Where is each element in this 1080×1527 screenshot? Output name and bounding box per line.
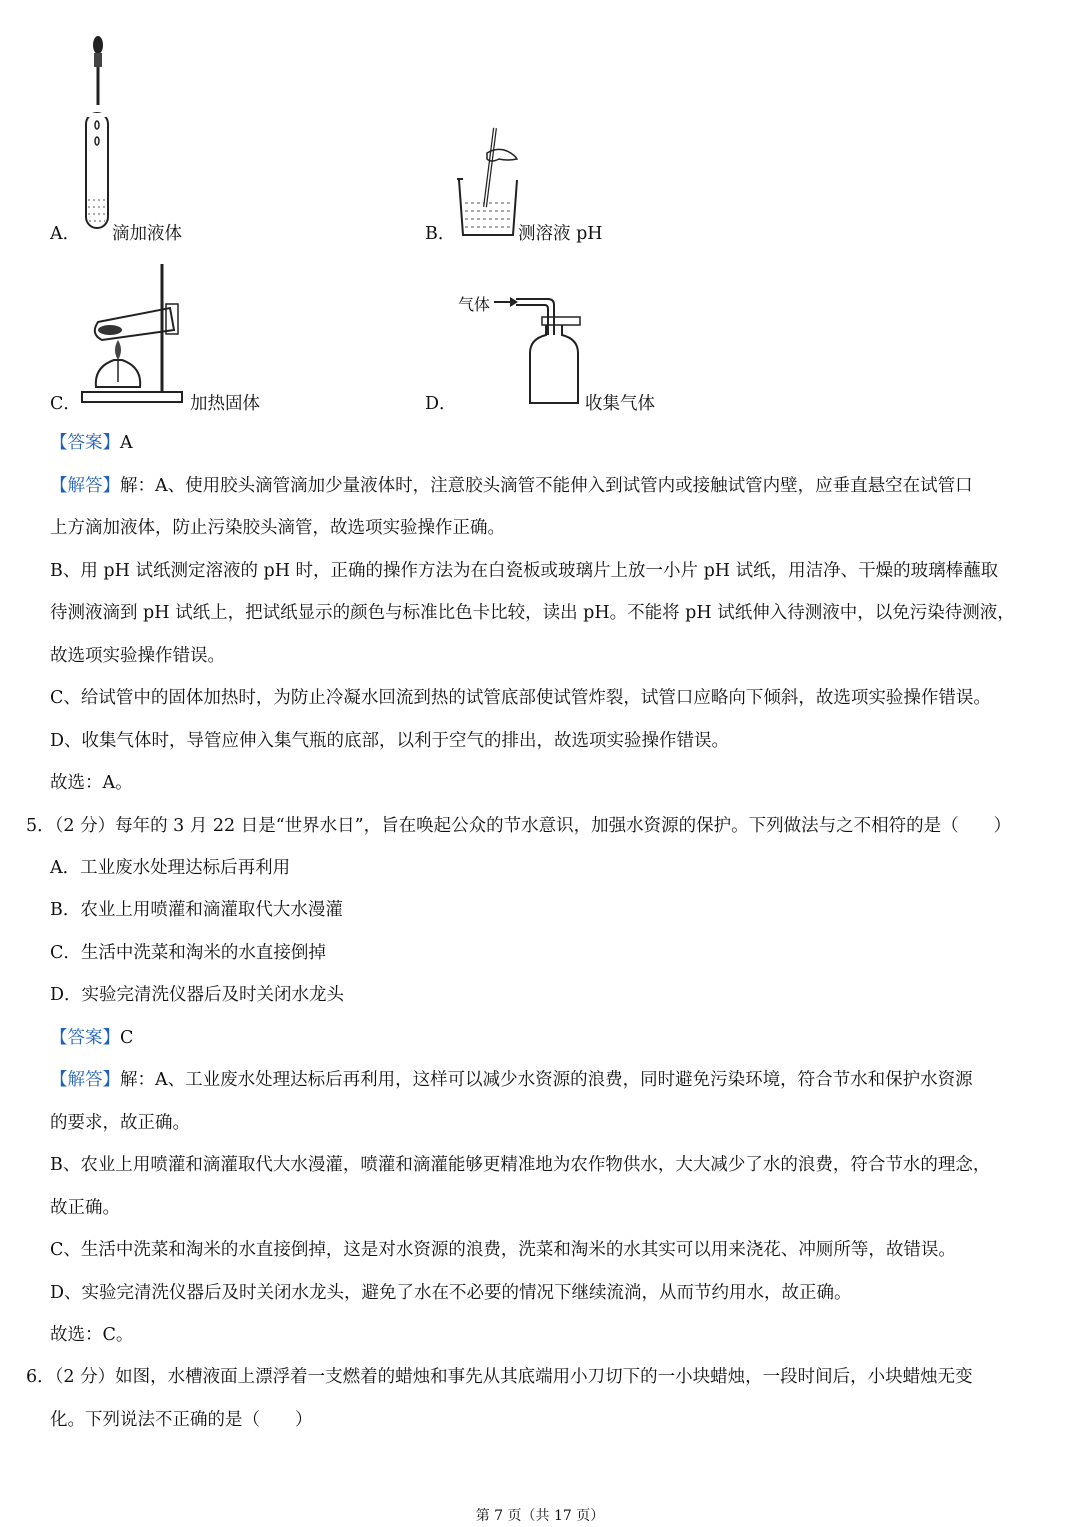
answer-value: A	[120, 433, 133, 453]
option-c-letter: C．	[50, 394, 81, 414]
heating-solid-apparatus-icon	[80, 262, 190, 407]
q5-option: D．实验完清洗仪器后及时关闭水龙头	[50, 985, 345, 1005]
q5-analysis-line: 故选：C。	[50, 1325, 134, 1345]
q5-analysis-line: D、实验完清洗仪器后及时关闭水龙头，避免了水在不必要的情况下继续流淌，从而节约用水，故正确。	[50, 1283, 852, 1303]
q4-analysis-line: 故选项实验操作错误。	[50, 646, 225, 666]
q6-stem: 化。下列说法不正确的是（ ）	[50, 1410, 313, 1430]
option-b-caption: 测溶液 pH	[518, 224, 603, 244]
analysis-tag: 【解答】	[50, 476, 120, 496]
q4-analysis-line: 上方滴加液体，防止污染胶头滴管，故选项实验操作正确。	[50, 518, 505, 538]
option-a-caption: 滴加液体	[112, 224, 182, 244]
gas-label: 气体	[458, 295, 491, 314]
answer-tag: 【答案】	[50, 433, 120, 453]
beaker-ph-test-icon	[455, 125, 525, 240]
q5-answer	[50, 1028, 133, 1048]
q6-stem: 6．（2 分）如图，水槽液面上漂浮着一支燃着的蜡烛和事先从其底端用小刀切下的一小块蜡烛，一段时间后，小块蜡烛无变	[26, 1367, 973, 1387]
q5-option: B．农业上用喷灌和滴灌取代大水漫灌	[50, 900, 343, 920]
q5-analysis-line: 故正确。	[50, 1198, 120, 1218]
answer-tag: 【答案】	[50, 1028, 120, 1048]
option-b-letter: B．	[425, 224, 456, 244]
q4-analysis-line: 故选：A。	[50, 773, 133, 793]
q4-analysis-line: 待测液滴到 pH 试纸上，把试纸显示的颜色与标准比色卡比较，读出 pH。不能将 pH 试纸伸入待测液中，以免污染待测液，	[50, 603, 1015, 623]
analysis-tag: 【解答】	[50, 1070, 120, 1090]
q5-analysis-line: C、生活中洗菜和淘米的水直接倒掉，这是对水资源的浪费，洗菜和淘米的水其实可以用来浇花、冲厕所等，故错误。	[50, 1240, 956, 1260]
q4-analysis-line: C、给试管中的固体加热时，为防止冷凝水回流到热的试管底部使试管炸裂，试管口应略向下倾斜，故选项实验操作错误。	[50, 688, 991, 708]
q5-analysis-line: B、农业上用喷灌和滴灌取代大水漫灌，喷灌和滴灌能够更精准地为农作物供水，大大减少了水的浪费，符合节水的理念，	[50, 1155, 991, 1175]
q5-option: A．工业废水处理达标后再利用	[50, 858, 291, 878]
q4-analysis-line: D、收集气体时，导管应伸入集气瓶的底部，以利于空气的排出，故选项实验操作错误。	[50, 731, 730, 751]
q5-option: C．生活中洗菜和淘米的水直接倒掉	[50, 943, 326, 963]
q5-analysis-line: 的要求，故正确。	[50, 1113, 190, 1133]
q5-stem: 5．（2 分）每年的 3 月 22 日是“世界水日”，旨在唤起公众的节水意识，加强水资源的保护。下列做法与之不相符的是（ ）	[26, 816, 1012, 836]
q5-analysis-line: 【解答】解：A、工业废水处理达标后再利用，这样可以减少水资源的浪费，同时避免污染环境，符合节水和保护水资源	[50, 1070, 973, 1090]
q4-answer	[50, 433, 133, 453]
page-footer: 第 7 页（共 17 页）	[475, 1508, 605, 1524]
option-a-letter: A．	[50, 224, 81, 244]
dropper-test-tube-icon	[80, 35, 120, 240]
option-c-caption: 加热固体	[190, 394, 260, 414]
option-d-caption: 收集气体	[585, 394, 655, 414]
q4-analysis-line: 【解答】解：A、使用胶头滴管滴加少量液体时，注意胶头滴管不能伸入到试管内或接触试管内壁，应垂直悬空在试管口	[50, 476, 973, 496]
answer-value: C	[120, 1028, 134, 1048]
q4-analysis-line: B、用 pH 试纸测定溶液的 pH 时，正确的操作方法为在白瓷板或玻璃片上放一小片 pH 试纸，用洁净、干燥的玻璃棒蘸取	[50, 561, 999, 581]
option-d-letter: D．	[425, 394, 457, 414]
gas-collection-bottle-icon	[490, 295, 590, 410]
